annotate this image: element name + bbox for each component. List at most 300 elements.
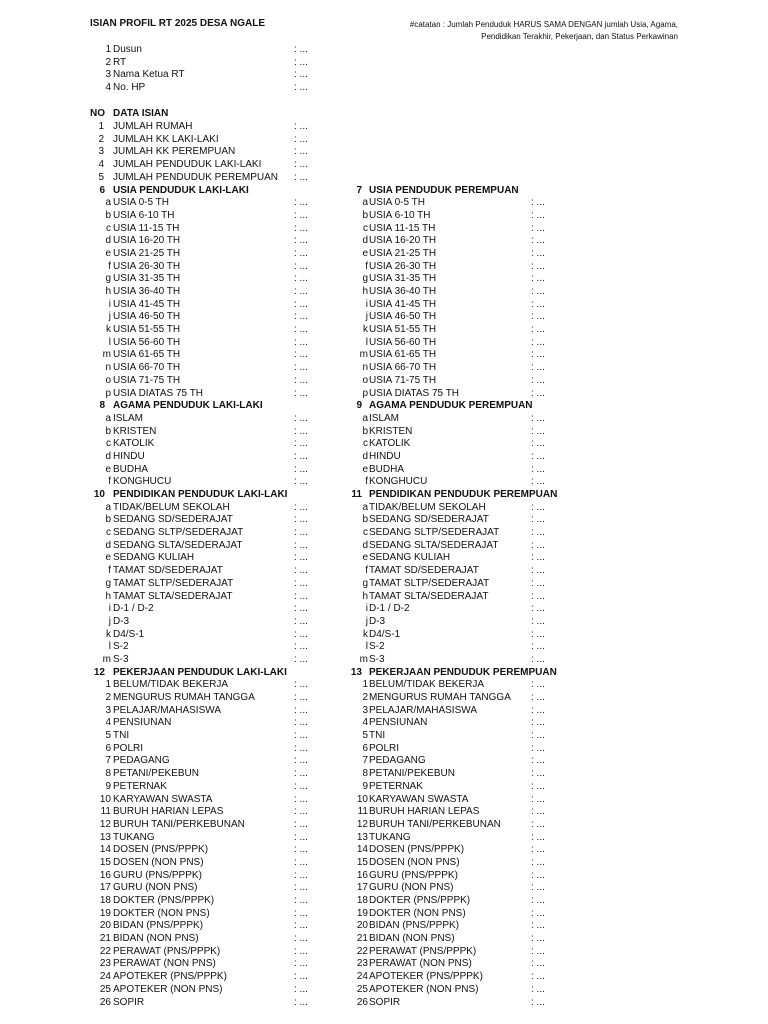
value-placeholder-left: : ... (294, 298, 308, 310)
value-placeholder-right: : ... (531, 730, 545, 742)
value-placeholder-right: : ... (531, 438, 545, 450)
item-label-right: KARYAWAN SWASTA (369, 793, 469, 805)
value-placeholder-right: : ... (531, 907, 545, 919)
section-item-row (0, 755, 768, 768)
section-number-left: 12 (93, 666, 105, 678)
item-key-left: b (105, 425, 111, 437)
item-key-right: 24 (356, 971, 368, 983)
item-label-right: DOKTER (NON PNS) (369, 907, 466, 919)
section-item-row (0, 971, 768, 984)
item-key-right: c (363, 222, 368, 234)
value-placeholder-left: : ... (294, 349, 308, 361)
item-label-left: SEDANG KULIAH (113, 552, 195, 564)
value-placeholder-left: : ... (294, 463, 308, 475)
value-placeholder-left: : ... (294, 653, 308, 665)
value-placeholder-left: : ... (294, 641, 308, 653)
item-label-right: D-1 / D-2 (369, 603, 410, 615)
value-placeholder-right: : ... (531, 514, 545, 526)
section-item-row (0, 324, 768, 337)
item-label-right: TAMAT SD/SEDERAJAT (369, 565, 479, 577)
item-label-left: BURUH HARIAN LEPAS (113, 806, 224, 818)
value-placeholder-left: : ... (294, 603, 308, 615)
item-key-left: d (105, 450, 111, 462)
column-no-label: NO (90, 108, 105, 119)
value-placeholder-right: : ... (531, 869, 545, 881)
item-label-left: DOKTER (PNS/PPPK) (113, 895, 215, 906)
item-key-right: 1 (362, 679, 368, 691)
item-label: JUMLAH PENDUDUK PEREMPUAN (113, 171, 279, 183)
item-label-left: USIA 16-20 TH (113, 235, 181, 247)
section-item-row (0, 578, 768, 591)
value-placeholder-left: : ... (294, 286, 308, 297)
value-placeholder-right: : ... (531, 565, 545, 577)
identity-label: Nama Ketua RT (113, 69, 185, 81)
item-key-left: 16 (99, 869, 111, 881)
value-placeholder-left: : ... (294, 273, 308, 285)
item-label-left: USIA 66-70 TH (113, 362, 181, 374)
value-placeholder: : ... (294, 44, 308, 55)
item-key-left: i (108, 298, 111, 310)
item-key-left: j (108, 311, 111, 323)
value-placeholder-left: : ... (294, 692, 308, 703)
value-placeholder-left: : ... (294, 374, 308, 386)
item-label-right: USIA 11-15 TH (369, 222, 436, 234)
value-placeholder-left: : ... (294, 412, 308, 424)
value-placeholder-left: : ... (294, 717, 308, 729)
item-key-right: 11 (357, 806, 368, 818)
section-item-row (0, 997, 768, 1010)
item-key-right: k (363, 628, 368, 640)
item-key-left: j (108, 615, 111, 627)
item-key-right: 20 (356, 920, 368, 932)
item-label-left: USIA 61-65 TH (113, 349, 181, 361)
section-title-right: USIA PENDUDUK PEREMPUAN (369, 184, 519, 196)
item-key-left: 25 (99, 983, 111, 995)
section-item-row (0, 654, 768, 667)
item-label-left: DOSEN (NON PNS) (113, 856, 204, 868)
item-key-right: 25 (356, 983, 368, 995)
value-placeholder-left: : ... (294, 615, 308, 627)
item-label-right: POLRI (369, 742, 400, 754)
value-placeholder-left: : ... (294, 209, 308, 221)
item-key-right: k (363, 324, 368, 336)
value-placeholder-left: : ... (294, 438, 308, 450)
value-placeholder-left: : ... (294, 527, 308, 539)
item-key-right: 21 (356, 933, 368, 945)
section-item-row (0, 946, 768, 959)
column-data-label: DATA ISIAN (113, 108, 169, 119)
section-item-row (0, 844, 768, 857)
item-key-left: 26 (99, 996, 111, 1008)
section-title-right: PENDIDIKAN PENDUDUK PEREMPUAN (369, 489, 558, 500)
item-label-right: PELAJAR/MAHASISWA (369, 704, 477, 716)
item-key-right: m (359, 349, 368, 361)
item-label-left: PETANI/PEKEBUN (113, 768, 199, 780)
section-item-row (0, 464, 768, 477)
item-key-right: j (365, 615, 368, 627)
item-label-right: TAMAT SLTA/SEDERAJAT (369, 590, 489, 602)
item-label: JUMLAH KK LAKI-LAKI (113, 133, 219, 145)
item-label-right: PETANI/PEKEBUN (369, 768, 455, 780)
item-label-left: D4/S-1 (113, 628, 145, 640)
item-label-left: SEDANG SLTA/SEDERAJAT (113, 539, 243, 551)
value-placeholder-left: : ... (294, 933, 308, 945)
value-placeholder-left: : ... (294, 501, 308, 513)
item-key-left: d (105, 539, 111, 551)
item-key-right: 7 (362, 755, 368, 767)
identity-row (0, 57, 768, 70)
section-number-right: 11 (351, 489, 362, 500)
value-placeholder-left: : ... (294, 907, 308, 919)
value-placeholder-left: : ... (294, 260, 308, 272)
section-item-row (0, 629, 768, 642)
item-key-right: d (362, 539, 368, 551)
value-placeholder-left: : ... (294, 197, 308, 209)
main-item-row (0, 159, 768, 172)
item-key-right: 13 (356, 831, 368, 843)
item-key-right: b (362, 209, 368, 221)
item-label-left: TIDAK/BELUM SEKOLAH (113, 501, 230, 513)
item-key-right: 12 (356, 818, 368, 830)
value-placeholder-right: : ... (531, 679, 545, 691)
section-item-row (0, 908, 768, 921)
item-label-left: TUKANG (113, 831, 155, 843)
value-placeholder-left: : ... (294, 565, 308, 577)
item-key-right: i (365, 603, 368, 615)
note (378, 19, 678, 43)
item-key-left: d (105, 235, 111, 247)
section-item-row (0, 603, 768, 616)
value-placeholder-right: : ... (531, 653, 545, 665)
item-label-left: APOTEKER (PNS/PPPK) (113, 971, 227, 983)
value-placeholder-right: : ... (531, 197, 545, 209)
item-label-right: USIA 66-70 TH (369, 362, 437, 374)
item-label-left: HINDU (113, 450, 145, 462)
value-placeholder-right: : ... (531, 463, 545, 475)
item-key-right: b (362, 425, 368, 437)
section-item-row (0, 933, 768, 946)
item-label-left: BURUH TANI/PERKEBUNAN (113, 818, 245, 830)
main-item-row (0, 172, 768, 185)
item-label-left: GURU (PNS/PPPK) (113, 869, 202, 881)
value-placeholder-right: : ... (531, 501, 545, 513)
value-placeholder-right: : ... (531, 831, 545, 843)
item-label-left: PELAJAR/MAHASISWA (113, 704, 221, 716)
section-item-row (0, 857, 768, 870)
item-label-left: USIA 21-25 TH (113, 247, 181, 259)
value-placeholder-right: : ... (531, 856, 545, 868)
item-key-right: 10 (356, 793, 368, 805)
section-item-row (0, 514, 768, 527)
section-item-row (0, 197, 768, 210)
item-key-right: b (362, 514, 368, 526)
value-placeholder: : ... (294, 56, 308, 68)
item-label-right: SEDANG KULIAH (369, 552, 451, 564)
section-item-row (0, 375, 768, 388)
value-placeholder-left: : ... (294, 704, 308, 716)
item-label-left: KARYAWAN SWASTA (113, 793, 213, 805)
section-title-right: AGAMA PENDUDUK PEREMPUAN (369, 400, 533, 412)
value-placeholder-right: : ... (531, 450, 545, 462)
item-label-right: PERAWAT (PNS/PPPK) (369, 945, 477, 957)
value-placeholder-right: : ... (531, 387, 545, 399)
item-label-right: USIA 71-75 TH (369, 374, 437, 386)
item-key-left: 20 (99, 920, 111, 932)
item-label-right: PERAWAT (NON PNS) (369, 958, 472, 970)
value-placeholder-right: : ... (531, 349, 545, 361)
item-key-right: 22 (356, 945, 368, 957)
item-key-right: o (362, 374, 368, 386)
section-item-row (0, 679, 768, 692)
item-key-left: m (102, 653, 111, 665)
identity-label: RT (113, 56, 127, 68)
section-item-row (0, 832, 768, 845)
item-key-left: a (105, 412, 111, 424)
item-label-right: SEDANG SLTP/SEDERAJAT (369, 527, 500, 539)
item-key-left: b (105, 514, 111, 526)
section-header (0, 400, 768, 413)
value-placeholder-right: : ... (531, 704, 545, 716)
item-label-right: APOTEKER (PNS/PPPK) (369, 971, 483, 983)
value-placeholder-left: : ... (294, 920, 308, 932)
value-placeholder-left: : ... (294, 539, 308, 551)
sections (0, 185, 768, 1010)
section-item-row (0, 920, 768, 933)
item-label-left: GURU (NON PNS) (113, 882, 198, 894)
identity-number: 4 (105, 82, 111, 94)
item-key-left: 7 (105, 755, 111, 767)
item-key-left: 10 (99, 793, 111, 805)
item-key-left: h (105, 286, 111, 297)
item-label-left: PERAWAT (PNS/PPPK) (113, 945, 221, 957)
item-number: 3 (98, 146, 104, 158)
item-key-left: o (105, 374, 111, 386)
item-label-left: APOTEKER (NON PNS) (113, 983, 223, 995)
section-number-left: 6 (99, 184, 105, 196)
identity-row (0, 69, 768, 82)
identity-label: No. HP (113, 82, 146, 94)
item-label-right: KATOLIK (369, 438, 411, 450)
section-item-row (0, 781, 768, 794)
item-key-left: e (105, 247, 111, 259)
item-key-right: 14 (356, 844, 368, 856)
value-placeholder-right: : ... (531, 692, 545, 703)
item-key-right: 3 (362, 704, 368, 716)
item-label-right: ISLAM (369, 412, 400, 424)
item-key-left: 11 (100, 806, 111, 818)
item-key-right: 26 (356, 996, 368, 1008)
item-label-right: USIA 16-20 TH (369, 235, 437, 247)
item-key-left: 21 (99, 933, 111, 945)
value-placeholder-left: : ... (294, 768, 308, 780)
item-key-left: 8 (105, 768, 111, 780)
section-item-row (0, 235, 768, 248)
section-item-row (0, 768, 768, 781)
item-key-right: 23 (356, 958, 368, 970)
item-label-left: DOSEN (PNS/PPPK) (113, 844, 209, 856)
item-label-left: DOKTER (NON PNS) (113, 907, 210, 919)
value-placeholder-right: : ... (531, 844, 545, 856)
value-placeholder-left: : ... (294, 882, 308, 894)
value-placeholder-right: : ... (531, 222, 545, 234)
value-placeholder-right: : ... (531, 273, 545, 285)
item-label-left: USIA 0-5 TH (113, 197, 169, 209)
item-key-left: h (105, 590, 111, 602)
item-label-left: KONGHUCU (113, 476, 172, 488)
value-placeholder-left: : ... (294, 895, 308, 906)
value-placeholder-left: : ... (294, 577, 308, 589)
identity-row (0, 82, 768, 95)
item-label-left: USIA 51-55 TH (113, 324, 181, 336)
section-item-row (0, 794, 768, 807)
section-item-row (0, 438, 768, 451)
section-item-row (0, 717, 768, 730)
section-title-left: USIA PENDUDUK LAKI-LAKI (113, 184, 249, 196)
item-label-right: DOSEN (PNS/PPPK) (369, 844, 465, 856)
item-label-left: BIDAN (PNS/PPPK) (113, 920, 204, 932)
main-item-row (0, 146, 768, 159)
section-item-row (0, 299, 768, 312)
value-placeholder-left: : ... (294, 450, 308, 462)
value-placeholder-left: : ... (294, 983, 308, 995)
item-label-right: SOPIR (369, 996, 401, 1008)
value-placeholder-left: : ... (294, 844, 308, 856)
item-key-left: p (105, 387, 111, 399)
value-placeholder-right: : ... (531, 742, 545, 754)
item-key-right: 8 (362, 768, 368, 780)
item-key-right: c (363, 527, 368, 539)
value-placeholder-right: : ... (531, 476, 545, 488)
page-title: ISIAN PROFIL RT 2025 DESA NGALE (90, 18, 266, 29)
value-placeholder-left: : ... (294, 869, 308, 881)
section-item-row (0, 261, 768, 274)
item-key-right: 17 (356, 882, 368, 894)
item-key-right: h (362, 590, 368, 602)
note-line-1: #catatan : Jumlah Penduduk HARUS SAMA DENGAN jumlah Usia, Agama, (409, 20, 678, 29)
item-key-left: 4 (105, 717, 111, 729)
item-key-right: 6 (362, 742, 368, 754)
value-placeholder-right: : ... (531, 374, 545, 386)
item-key-right: 18 (356, 895, 368, 906)
item-label-right: S-2 (369, 641, 385, 653)
main-items (0, 121, 768, 184)
item-label-left: SOPIR (113, 996, 145, 1008)
item-label-right: BURUH TANI/PERKEBUNAN (369, 818, 501, 830)
value-placeholder-right: : ... (531, 260, 545, 272)
value-placeholder-left: : ... (294, 628, 308, 640)
value-placeholder-right: : ... (531, 945, 545, 957)
item-label-right: TNI (369, 730, 386, 742)
section-item-row (0, 819, 768, 832)
value-placeholder-right: : ... (531, 311, 545, 323)
item-label-right: D-3 (369, 615, 386, 627)
item-key-right: a (362, 501, 368, 513)
value-placeholder-right: : ... (531, 425, 545, 437)
item-label-right: BUDHA (369, 463, 405, 475)
identity-block (0, 44, 768, 95)
item-key-left: 13 (99, 831, 111, 843)
item-label-left: USIA 56-60 TH (113, 336, 181, 348)
item-key-right: 19 (356, 907, 368, 919)
value-placeholder-right: : ... (531, 996, 545, 1008)
value-placeholder-right: : ... (531, 362, 545, 374)
section-item-row (0, 882, 768, 895)
section-title-left: PENDIDIKAN PENDUDUK LAKI-LAKI (113, 489, 288, 500)
value-placeholder-right: : ... (531, 818, 545, 830)
item-key-left: i (108, 603, 111, 615)
item-label: JUMLAH KK PEREMPUAN (113, 146, 236, 158)
value-placeholder-right: : ... (531, 336, 545, 348)
item-label-left: KATOLIK (113, 438, 155, 450)
section-header (0, 667, 768, 680)
section-item-row (0, 565, 768, 578)
item-key-right: d (362, 235, 368, 247)
item-label-right: PENSIUNAN (369, 717, 428, 729)
section-item-row (0, 540, 768, 553)
item-key-right: i (365, 298, 368, 310)
item-label-right: USIA 6-10 TH (369, 209, 431, 221)
value-placeholder: : ... (294, 146, 308, 158)
section-item-row (0, 210, 768, 223)
section-item-row (0, 337, 768, 350)
item-label-right: USIA 46-50 TH (369, 311, 437, 323)
item-key-right: e (362, 463, 368, 475)
item-label-left: PERAWAT (NON PNS) (113, 958, 216, 970)
item-key-left: f (108, 260, 111, 272)
section-item-row (0, 527, 768, 540)
item-label-right: GURU (NON PNS) (369, 882, 454, 894)
item-label-left: BELUM/TIDAK BEKERJA (113, 679, 229, 691)
item-key-right: e (362, 552, 368, 564)
value-placeholder-left: : ... (294, 755, 308, 767)
section-item-row (0, 743, 768, 756)
section-item-row (0, 413, 768, 426)
section-item-row (0, 616, 768, 629)
item-key-right: j (365, 311, 368, 323)
item-key-right: g (362, 577, 368, 589)
item-label-right: DOKTER (PNS/PPPK) (369, 895, 471, 906)
item-key-left: 24 (99, 971, 111, 983)
item-key-left: 3 (105, 704, 111, 716)
item-label-left: TAMAT SLTP/SEDERAJAT (113, 577, 234, 589)
section-item-row (0, 895, 768, 908)
item-number: 5 (98, 171, 104, 183)
item-key-left: 12 (99, 818, 111, 830)
item-label-left: SEDANG SD/SEDERAJAT (113, 514, 233, 526)
value-placeholder-left: : ... (294, 996, 308, 1008)
item-key-right: 15 (356, 856, 368, 868)
section-item-row (0, 388, 768, 401)
value-placeholder: : ... (294, 171, 308, 183)
section-item-row (0, 870, 768, 883)
item-label-left: PENSIUNAN (113, 717, 172, 729)
section-item-row (0, 984, 768, 997)
item-label-right: GURU (PNS/PPPK) (369, 869, 458, 881)
data-header (0, 108, 768, 121)
item-key-left: c (106, 222, 111, 234)
item-label-left: BUDHA (113, 463, 149, 475)
item-label-left: PETERNAK (113, 780, 167, 792)
section-number-right: 13 (350, 666, 362, 678)
main-item-row (0, 121, 768, 134)
item-label-left: USIA 6-10 TH (113, 209, 175, 221)
item-label-right: KONGHUCU (369, 476, 428, 488)
item-key-right: p (362, 387, 368, 399)
item-key-left: m (102, 349, 111, 361)
item-key-left: 22 (99, 945, 111, 957)
item-key-left: l (108, 336, 111, 348)
item-key-left: 14 (99, 844, 111, 856)
